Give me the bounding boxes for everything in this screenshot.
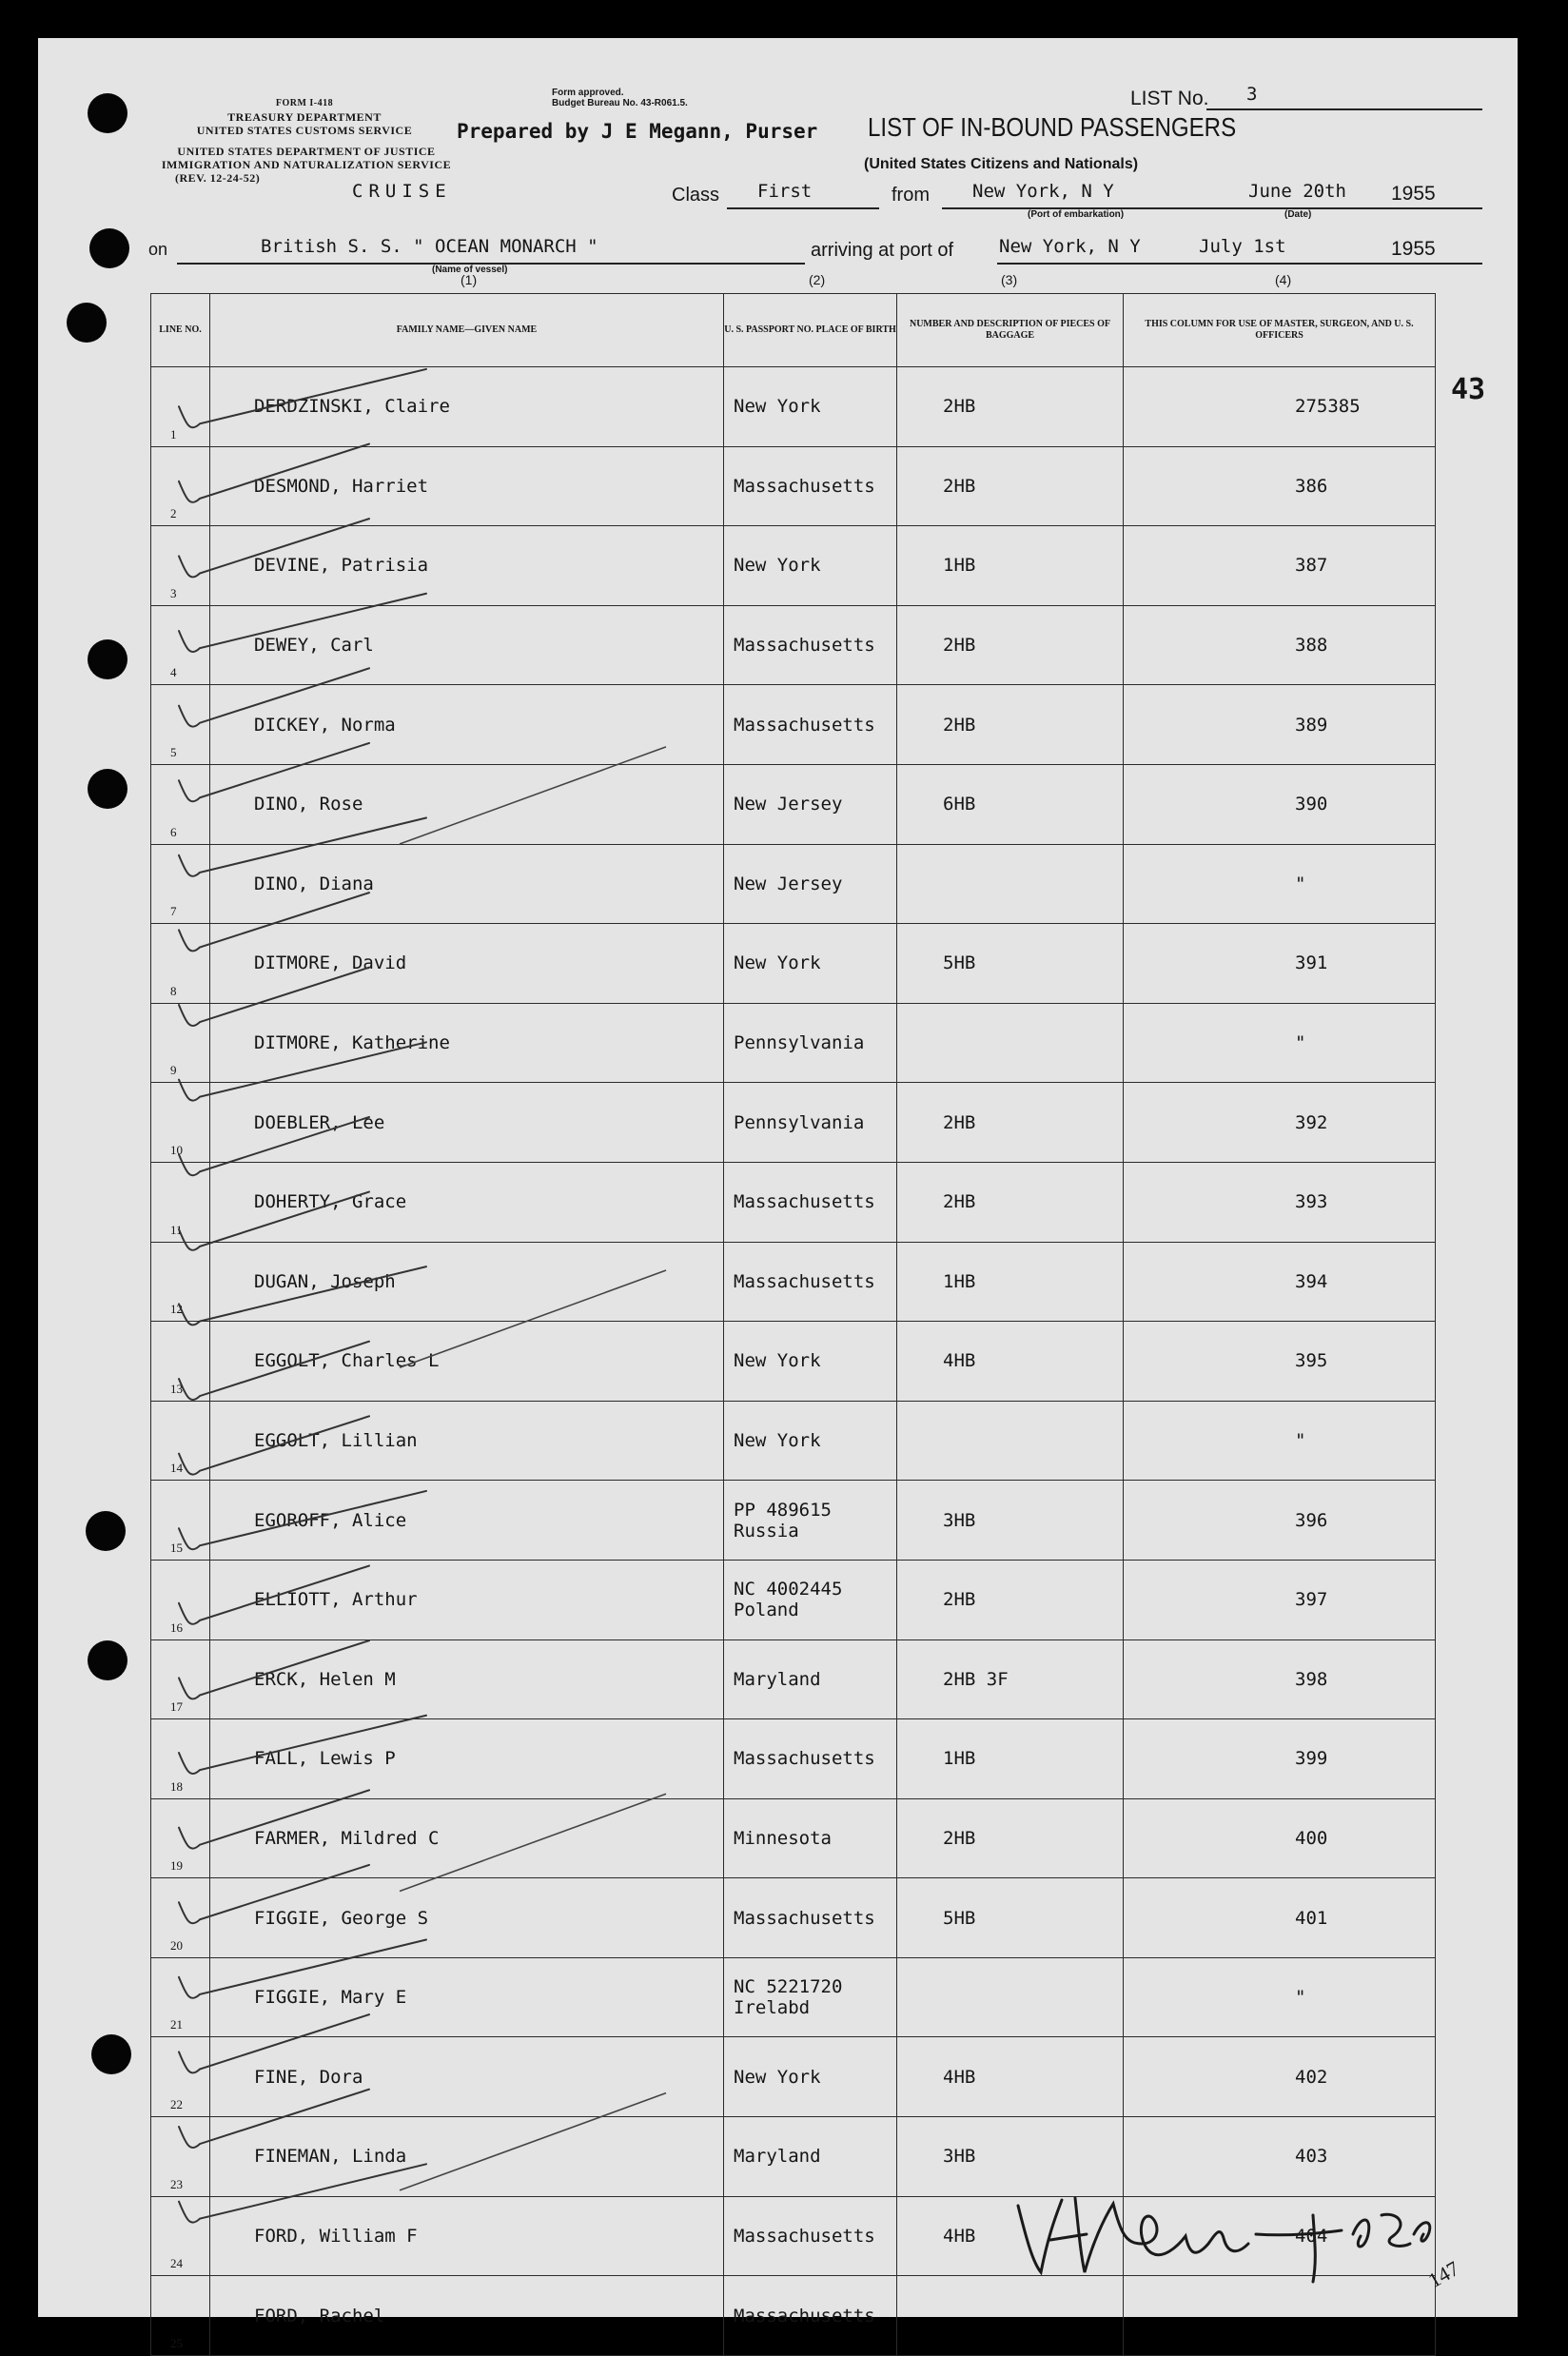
punch-hole: [88, 1640, 127, 1680]
baggage: [897, 844, 1124, 924]
line-number: 8: [151, 924, 210, 1004]
class-label: Class: [672, 185, 720, 206]
baggage: 1HB: [897, 1242, 1124, 1322]
line-number: 15: [151, 1481, 210, 1561]
column-number-1: (1): [461, 272, 478, 287]
birthplace: Massachusetts: [734, 2225, 875, 2247]
birthplace: New York: [734, 1430, 821, 1452]
official-number: 397: [1124, 1560, 1436, 1639]
birthplace: New York: [734, 396, 821, 418]
official-number: 387: [1124, 526, 1436, 606]
birthplace: Massachusetts: [734, 714, 875, 736]
place-of-birth: [724, 1322, 897, 1402]
baggage: 1HB: [897, 1719, 1124, 1799]
table-row: [151, 844, 1436, 924]
place-of-birth: [724, 1481, 897, 1561]
line-number: 14: [151, 1401, 210, 1481]
passenger-name: FIGGIE, Mary E: [210, 1957, 724, 2037]
passenger-name: ERCK, Helen M: [210, 1639, 724, 1719]
line-number: 9: [151, 1003, 210, 1083]
official-number: 402: [1124, 2037, 1436, 2117]
birthplace: Maryland: [734, 2146, 821, 2168]
inspector-signature: [999, 2177, 1494, 2291]
place-of-birth: [724, 2276, 897, 2356]
passenger-name: FALL, Lewis P: [210, 1719, 724, 1799]
table-header-row: [151, 294, 1436, 367]
justice-department: UNITED STATES DEPARTMENT OF JUSTICE: [177, 145, 436, 158]
table-row: [151, 446, 1436, 526]
form-agency-block: [143, 97, 466, 137]
baggage: 4HB: [897, 1322, 1124, 1402]
punch-hole: [89, 228, 129, 268]
line-number: 23: [151, 2117, 210, 2197]
passport-number: NC 5221720: [734, 1976, 843, 1998]
place-of-birth: [724, 1401, 897, 1481]
line-number: 19: [151, 1798, 210, 1878]
arrival-underline: [997, 263, 1397, 265]
prepared-by: Prepared by J E Megann, Purser: [457, 120, 818, 143]
arriving-label: arriving at port of: [811, 240, 954, 261]
official-number: 401: [1124, 1878, 1436, 1958]
baggage: 2HB: [897, 685, 1124, 765]
form-number: FORM I-418: [275, 98, 334, 108]
passenger-name: DOHERTY, Grace: [210, 1162, 724, 1242]
baggage: 2HB 3F: [897, 1639, 1124, 1719]
line-number: 12: [151, 1242, 210, 1322]
from-label: from: [892, 185, 930, 206]
baggage: 2HB: [897, 1560, 1124, 1639]
birthplace: Massachusetts: [734, 1270, 875, 1292]
passenger-name: DITMORE, David: [210, 924, 724, 1004]
official-number: 395: [1124, 1322, 1436, 1402]
table-row: [151, 764, 1436, 844]
table-row: [151, 1242, 1436, 1322]
line-number: 20: [151, 1878, 210, 1958]
place-of-birth: [724, 924, 897, 1004]
place-of-birth: [724, 1003, 897, 1083]
document-title: LIST OF IN-BOUND PASSENGERS: [868, 112, 1237, 142]
baggage: 2HB: [897, 605, 1124, 685]
arrival-date: July 1st: [1199, 236, 1286, 257]
immigration-service: IMMIGRATION AND NATURALIZATION SERVICE: [161, 158, 452, 171]
official-number: 391: [1124, 924, 1436, 1004]
baggage: 5HB: [897, 1878, 1124, 1958]
document-subtitle: (United States Citizens and Nationals): [864, 156, 1139, 172]
line-number: 16: [151, 1560, 210, 1639]
table-row: [151, 1003, 1436, 1083]
place-of-birth: [724, 844, 897, 924]
place-of-birth: [724, 1878, 897, 1958]
line-number: 3: [151, 526, 210, 606]
vessel-caption: (Name of vessel): [432, 265, 508, 275]
passenger-name: DUGAN, Joseph: [210, 1242, 724, 1322]
line-number: 25: [151, 2276, 210, 2356]
baggage: 2HB: [897, 1162, 1124, 1242]
embarkation-date: June 20th: [1248, 181, 1346, 202]
baggage: [897, 1401, 1124, 1481]
line-number: 21: [151, 1957, 210, 2037]
arrival-year: 1955: [1391, 238, 1436, 260]
baggage: 2HB: [897, 446, 1124, 526]
passenger-name: EGGOLT, Lillian: [210, 1401, 724, 1481]
birthplace: Minnesota: [734, 1827, 832, 1849]
place-of-birth: [724, 1798, 897, 1878]
official-number: 389: [1124, 685, 1436, 765]
official-number: ": [1124, 1003, 1436, 1083]
baggage: [897, 1003, 1124, 1083]
line-number: 6: [151, 764, 210, 844]
header-baggage: NUMBER AND DESCRIPTION OF PIECES OF BAGGAGE: [897, 294, 1124, 367]
birthplace: New York: [734, 2066, 821, 2088]
passenger-name: DICKEY, Norma: [210, 685, 724, 765]
line-number: 10: [151, 1083, 210, 1163]
birthplace: New Jersey: [734, 873, 843, 894]
table-row: [151, 1957, 1436, 2037]
baggage: 3HB: [897, 2117, 1124, 2197]
form-revision: (REV. 12-24-52): [175, 171, 261, 185]
class-underline: [727, 207, 879, 209]
table-row: [151, 367, 1436, 447]
place-of-birth: [724, 2037, 897, 2117]
official-number: 396: [1124, 1481, 1436, 1561]
birthplace: New York: [734, 952, 821, 974]
line-number: 17: [151, 1639, 210, 1719]
place-of-birth: [724, 1162, 897, 1242]
place-of-birth: [724, 1242, 897, 1322]
passenger-name: DEWEY, Carl: [210, 605, 724, 685]
date-underline: [1235, 207, 1392, 209]
official-number: 399: [1124, 1719, 1436, 1799]
line-number: 1: [151, 367, 210, 447]
baggage: 2HB: [897, 367, 1124, 447]
official-number: ": [1124, 1401, 1436, 1481]
table-row: [151, 1719, 1436, 1799]
baggage: 3HB: [897, 1481, 1124, 1561]
list-no-underline: [1206, 108, 1482, 110]
table-row: [151, 605, 1436, 685]
passenger-name: DERDZINSKI, Claire: [210, 367, 724, 447]
justice-block: [135, 145, 478, 185]
date-caption: (Date): [1284, 209, 1312, 220]
official-number: 398: [1124, 1639, 1436, 1719]
class-value: First: [757, 181, 813, 202]
cruise-label: CRUISE: [352, 181, 452, 202]
passport-number: NC 4002445: [734, 1579, 843, 1600]
passenger-name: FARMER, Mildred C: [210, 1798, 724, 1878]
place-of-birth: [724, 367, 897, 447]
official-number: 400: [1124, 1798, 1436, 1878]
birthplace: Massachusetts: [734, 475, 875, 497]
arrival-year-underline: [1391, 263, 1482, 265]
table-row: [151, 1878, 1436, 1958]
punch-hole: [88, 769, 127, 809]
line-number: 13: [151, 1322, 210, 1402]
passenger-name: DOEBLER, Lee: [210, 1083, 724, 1163]
line-number: 18: [151, 1719, 210, 1799]
place-of-birth: [724, 446, 897, 526]
port-embarkation-caption: (Port of embarkation): [1028, 209, 1125, 220]
birthplace: Massachusetts: [734, 2305, 875, 2327]
official-number: 275385: [1124, 367, 1436, 447]
side-page-number: 43: [1451, 373, 1486, 406]
place-of-birth: [724, 2196, 897, 2276]
vessel-name: British S. S. " OCEAN MONARCH ": [261, 236, 598, 257]
official-number: 393: [1124, 1162, 1436, 1242]
passenger-name: EGGOLT, Charles L: [210, 1322, 724, 1402]
official-number: 403: [1124, 2117, 1436, 2197]
official-number: 388: [1124, 605, 1436, 685]
line-number: 2: [151, 446, 210, 526]
place-of-birth: [724, 1560, 897, 1639]
column-number-4: (4): [1275, 272, 1292, 287]
table-row: [151, 1322, 1436, 1402]
punch-hole: [88, 639, 127, 679]
form-approved-text: Form approved.: [552, 88, 624, 98]
official-number: 394: [1124, 1242, 1436, 1322]
place-of-birth: [724, 1639, 897, 1719]
passenger-name: FIGGIE, George S: [210, 1878, 724, 1958]
birthplace: Maryland: [734, 1668, 821, 1690]
table-row: [151, 1639, 1436, 1719]
embarkation-year: 1955: [1391, 183, 1436, 205]
passenger-name: FINEMAN, Linda: [210, 2117, 724, 2197]
official-number: ": [1124, 844, 1436, 924]
baggage: 4HB: [897, 2196, 1124, 2276]
baggage: 2HB: [897, 1083, 1124, 1163]
passenger-name: DITMORE, Katherine: [210, 1003, 724, 1083]
place-of-birth: [724, 685, 897, 765]
passenger-name: DINO, Diana: [210, 844, 724, 924]
manifest-page: [38, 38, 1518, 2350]
list-no-label: LIST No.: [1130, 88, 1209, 109]
year-underline: [1391, 207, 1482, 209]
header-passport: U. S. PASSPORT NO. PLACE OF BIRTH: [724, 294, 897, 367]
punch-hole: [86, 1511, 126, 1551]
table-row: [151, 924, 1436, 1004]
table-row: [151, 1798, 1436, 1878]
baggage: 6HB: [897, 764, 1124, 844]
birthplace: Pennsylvania: [734, 1111, 865, 1133]
official-number: 386: [1124, 446, 1436, 526]
baggage: 1HB: [897, 526, 1124, 606]
svg-text:147: 147: [1423, 2256, 1463, 2293]
birthplace: Russia: [734, 1520, 799, 1541]
birthplace: Pennsylvania: [734, 1032, 865, 1054]
official-number: 404: [1124, 2196, 1436, 2276]
line-number: 24: [151, 2196, 210, 2276]
birthplace: Massachusetts: [734, 1907, 875, 1929]
line-number: 5: [151, 685, 210, 765]
passenger-name: DEVINE, Patrisia: [210, 526, 724, 606]
column-number-2: (2): [809, 272, 826, 287]
line-number: 7: [151, 844, 210, 924]
place-of-birth: [724, 1719, 897, 1799]
passenger-name: DINO, Rose: [210, 764, 724, 844]
budget-bureau-text: Budget Bureau No. 43-R061.5.: [552, 98, 688, 108]
customs-service: UNITED STATES CUSTOMS SERVICE: [196, 124, 413, 137]
birthplace: Massachusetts: [734, 635, 875, 657]
birthplace: New Jersey: [734, 794, 843, 815]
on-label: on: [148, 240, 168, 259]
birthplace: New York: [734, 1350, 821, 1372]
table-row: [151, 526, 1436, 606]
table-row: [151, 2037, 1436, 2117]
passenger-name: FORD, Rachel: [210, 2276, 724, 2356]
table-row: [151, 1083, 1436, 1163]
place-of-birth: [724, 764, 897, 844]
form-approved-note: [552, 88, 688, 108]
table-row: [151, 1481, 1436, 1561]
table-row: [151, 1401, 1436, 1481]
birthplace: New York: [734, 555, 821, 577]
line-number: 11: [151, 1162, 210, 1242]
table-row: [151, 1560, 1436, 1639]
place-of-birth: [724, 1957, 897, 2037]
place-of-birth: [724, 526, 897, 606]
baggage: [897, 1957, 1124, 2037]
passenger-table: [150, 293, 1436, 2356]
passenger-name: DESMOND, Harriet: [210, 446, 724, 526]
treasury-department: TREASURY DEPARTMENT: [227, 110, 382, 124]
baggage: 4HB: [897, 2037, 1124, 2117]
punch-hole: [88, 93, 127, 133]
official-number: ": [1124, 1957, 1436, 2037]
passenger-name: EGOROFF, Alice: [210, 1481, 724, 1561]
header-name: FAMILY NAME—GIVEN NAME: [210, 294, 724, 367]
place-of-birth: [724, 1083, 897, 1163]
passenger-name: FINE, Dora: [210, 2037, 724, 2117]
place-of-birth: [724, 2117, 897, 2197]
baggage: 2HB: [897, 1798, 1124, 1878]
passenger-name: ELLIOTT, Arthur: [210, 1560, 724, 1639]
line-number: 4: [151, 605, 210, 685]
official-number: 392: [1124, 1083, 1436, 1163]
birthplace: Irelabd: [734, 1997, 811, 2019]
birthplace: Massachusetts: [734, 1748, 875, 1770]
line-number: 22: [151, 2037, 210, 2117]
table-row: [151, 1162, 1436, 1242]
column-number-3: (3): [1001, 272, 1018, 287]
list-no-value: 3: [1246, 84, 1258, 105]
birthplace: Massachusetts: [734, 1191, 875, 1213]
header-line-no: LINE NO.: [151, 294, 210, 367]
passenger-name: FORD, William F: [210, 2196, 724, 2276]
arrival-port: New York, N Y: [999, 236, 1141, 257]
passport-number: PP 489615: [734, 1499, 832, 1521]
table-row: [151, 685, 1436, 765]
baggage: 5HB: [897, 924, 1124, 1004]
header-officers: THIS COLUMN FOR USE OF MASTER, SURGEON, AND U. S. OFFICERS: [1124, 294, 1436, 367]
official-number: 390: [1124, 764, 1436, 844]
place-of-birth: [724, 605, 897, 685]
port-of-embarkation: New York, N Y: [972, 181, 1114, 202]
birthplace: Poland: [734, 1600, 799, 1621]
punch-hole: [91, 2034, 131, 2074]
punch-hole: [67, 303, 107, 343]
